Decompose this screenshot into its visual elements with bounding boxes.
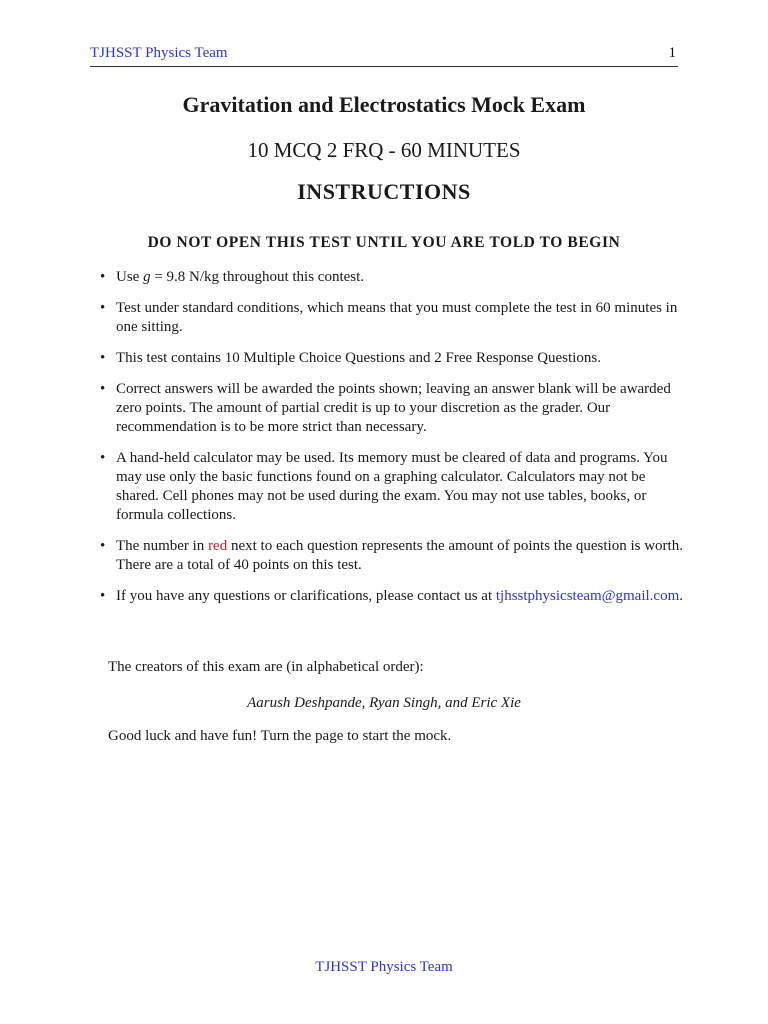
exam-subtitle: 10 MCQ 2 FRQ - 60 MINUTES (247, 138, 521, 162)
list-item: • A hand-held calculator may be used. Its memory must be cleared of data and programs. You may use only the basic functions found on a graphing calculator. Calculators may not be shared. Cell phones may not be used during the exam. You may not use tables, books, or formula collections. (100, 450, 668, 523)
exam-title: Gravitation and Electrostatics Mock Exam (182, 92, 586, 117)
bullet-icon: • (100, 350, 106, 366)
list-item: • Test under standard conditions, which means that you must complete the test in 60 minutes in one sitting. (100, 300, 678, 335)
bullet-icon: • (100, 538, 106, 554)
bullet-icon: • (100, 588, 106, 604)
bullet-icon: • (100, 450, 106, 466)
list-item: • The number in red next to each question represents the amount of points the question is worth. There are a total of 40 points on this test. (100, 538, 683, 573)
bullet-icon: • (100, 269, 106, 285)
page-footer: TJHSST Physics Team (315, 959, 453, 975)
warning-text: DO NOT OPEN THIS TEST UNTIL YOU ARE TOLD TO BEGIN (147, 234, 621, 251)
instruction-list (100, 268, 686, 618)
instructions-heading: INSTRUCTIONS (297, 179, 471, 204)
bullet-icon: • (100, 300, 106, 316)
red-highlight-word: red (208, 538, 228, 554)
page-number: 1 (668, 45, 676, 61)
list-item: • Correct answers will be awarded the points shown; leaving an answer blank will be awarded zero points. The amount of partial credit is up to your discretion as the grader. Our recommendation is to be more strict than necessary. (100, 381, 671, 435)
contact-email-link[interactable]: tjhsstphysicsteam@gmail.com (495, 588, 680, 604)
creator-names: Aarush Deshpande, Ryan Singh, and Eric Xie (247, 695, 521, 711)
list-item: • If you have any questions or clarifications, please contact us at tjhsstphysicsteam@gmail.com. (100, 588, 684, 604)
creators-line: The creators of this exam are (in alphabetical order): (108, 659, 424, 675)
list-item: • Use g = 9.8 N/kg throughout this contest. (100, 269, 365, 285)
good-luck-line: Good luck and have fun! Turn the page to start the mock. (108, 728, 452, 744)
list-item: • This test contains 10 Multiple Choice Questions and 2 Free Response Questions. (100, 350, 601, 366)
page-header (90, 44, 678, 67)
header-team-name: TJHSST Physics Team (90, 45, 228, 61)
bullet-icon: • (100, 381, 106, 397)
gravity-variable: g (143, 269, 151, 285)
